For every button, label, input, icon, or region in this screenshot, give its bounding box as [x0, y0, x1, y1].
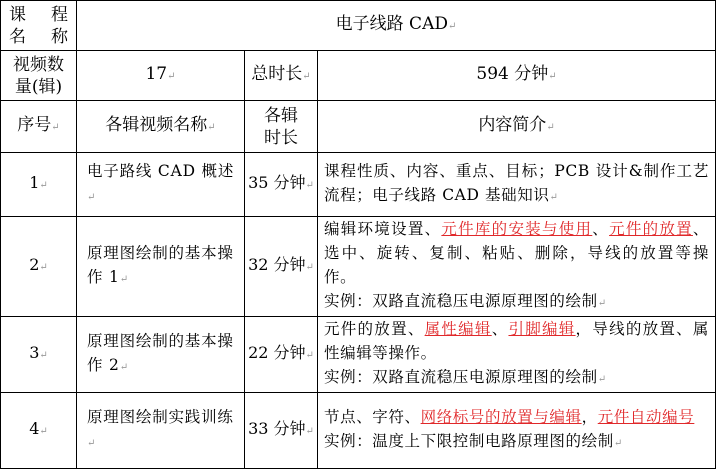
course-name-row — [1, 1, 716, 51]
table-row — [1, 393, 716, 469]
highlight-text: 属性编辑 — [424, 320, 492, 338]
table-row — [1, 153, 716, 217]
row-index: 3↵ — [1, 317, 77, 393]
row-duration: 35 分钟↵ — [245, 153, 318, 217]
meta-row — [1, 51, 716, 101]
video-count-label: 视频数 量(辑) — [1, 51, 77, 101]
header-index: 序号↵ — [1, 101, 77, 153]
highlight-text: 元件自动编号 — [597, 408, 695, 426]
row-example: 实例：温度上下限控制电路原理图的绘制 — [324, 432, 614, 450]
video-count-value: 17↵ — [77, 51, 245, 101]
table-row — [1, 217, 716, 317]
row-index: 2↵ — [1, 217, 77, 317]
row-index: 4↵ — [1, 393, 77, 469]
total-time-value: 594 分钟↵ — [318, 51, 716, 101]
header-row — [1, 101, 716, 153]
row-summary: 元件的放置、属性编辑、引脚编辑，导线的放置、属性编辑等操作。 实例：双路直流稳压电源原理图的绘制↵ — [318, 317, 716, 393]
row-name: 电子路线 CAD 概述↵ — [77, 153, 245, 217]
row-example: 实例：双路直流稳压电源原理图的绘制 — [324, 368, 598, 386]
row-summary: 节点、字符、网络标号的放置与编辑，元件自动编号 实例：温度上下限控制电路原理图的绘制↵ — [318, 393, 716, 469]
table-row — [1, 317, 716, 393]
row-name: 原理图绘制的基本操作 1↵ — [77, 217, 245, 317]
row-index: 1↵ — [1, 153, 77, 217]
row-duration: 33 分钟↵ — [245, 393, 318, 469]
course-name-label: 课 程 名 称 — [1, 1, 77, 51]
highlight-text: 元件的放置 — [609, 220, 693, 238]
row-duration: 22 分钟↵ — [245, 317, 318, 393]
highlight-text: 元件库的安装与使用 — [441, 220, 593, 238]
highlight-text: 引脚编辑 — [508, 320, 576, 338]
header-name: 各辑视频名称↵ — [77, 101, 245, 153]
row-summary: 编辑环境设置、元件库的安装与使用、元件的放置、选中、旋转、复制、粘贴、删除，导线的放置等操作。 实例：双路直流稳压电源原理图的绘制↵ — [318, 217, 716, 317]
course-name-value: 电子线路 CAD↵ — [77, 1, 716, 51]
highlight-text: 网络标号的放置与编辑 — [420, 408, 582, 426]
header-summary: 内容简介↵ — [318, 101, 716, 153]
row-name: 原理图绘制的基本操作 2↵ — [77, 317, 245, 393]
row-example: 实例：双路直流稳压电源原理图的绘制 — [324, 292, 598, 310]
row-summary: 课程性质、内容、重点、目标；PCB 设计&制作工艺流程；电子线路 CAD 基础知识↵ — [318, 153, 716, 217]
header-duration: 各辑 时长 — [245, 101, 318, 153]
row-duration: 32 分钟↵ — [245, 217, 318, 317]
total-time-label: 总时长↵ — [245, 51, 318, 101]
row-name: 原理图绘制实践训练↵ — [77, 393, 245, 469]
